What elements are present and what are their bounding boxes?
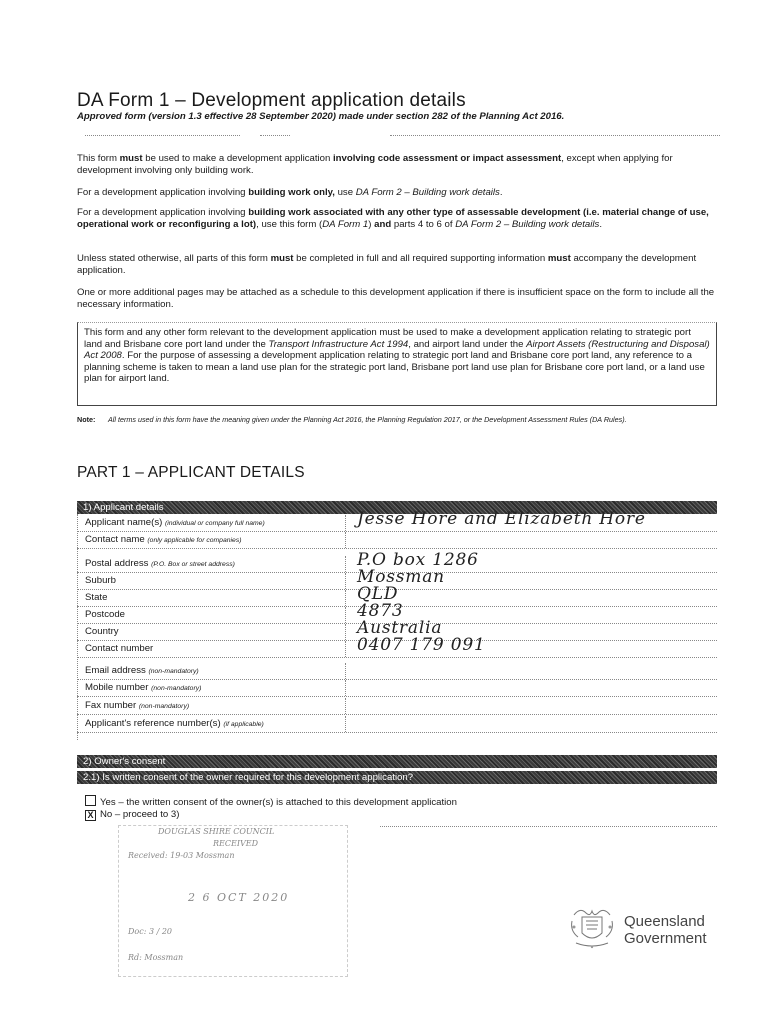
logo-line-1: Queensland — [624, 913, 705, 930]
section-2-header: 2) Owner's consent — [77, 755, 717, 768]
field-label: Email address (non-mandatory) — [85, 665, 199, 676]
divider — [260, 135, 290, 136]
part1-heading: PART 1 – APPLICANT DETAILS — [77, 464, 305, 481]
queensland-crest-icon — [566, 903, 618, 953]
applicant-detail-row — [77, 663, 717, 680]
received-stamp: DOUGLAS SHIRE COUNCIL RECEIVED Received: 19-03 Mossman 2 6 OCT 2020 Doc: 3 / 20 Rd: Mossman — [118, 825, 348, 985]
applicant-detail-row — [77, 680, 717, 697]
field-label: Mobile number (non-mandatory) — [85, 682, 202, 693]
field-value-input[interactable]: QLD — [357, 584, 399, 604]
field-label: Fax number (non-mandatory) — [85, 700, 190, 711]
divider — [390, 135, 720, 136]
section-2-1-header: 2.1) Is written consent of the owner required for this development application? — [77, 771, 717, 784]
intro-paragraph-1: This form must be used to make a development application involving code assessment or impact assessment, except when applying for development involving only building work. — [77, 153, 673, 176]
field-label: Applicant's reference number(s) (if applicable) — [85, 718, 264, 729]
intro-paragraph-4: Unless stated otherwise, all parts of this form must be completed in full and all required supporting information must accompany the development application. — [77, 253, 697, 276]
field-value-input[interactable]: P.O box 1286 — [357, 550, 479, 570]
divider — [85, 135, 240, 136]
page-title: DA Form 1 – Development application details — [77, 90, 466, 111]
field-label: Suburb — [85, 575, 116, 586]
field-value-input[interactable]: Australia — [357, 618, 443, 638]
divider — [380, 826, 717, 827]
applicant-detail-row — [77, 532, 717, 549]
field-label: Contact name (only applicable for companies) — [85, 534, 242, 545]
field-value-input[interactable]: 4873 — [357, 601, 404, 621]
section-1-header: 1) Applicant details — [77, 501, 717, 514]
terms-note: Note: All terms used in this form have the meaning given under the Planning Act 2016, the Planning Regulation 2017, or the Development Assessment Rules (DA Rules). — [77, 415, 627, 424]
no-checkbox[interactable]: X — [85, 810, 96, 821]
yes-checkbox[interactable] — [85, 795, 96, 806]
field-value-input[interactable]: Mossman — [357, 567, 445, 587]
applicant-detail-row — [77, 716, 717, 733]
field-label: Applicant name(s) (individual or company full name) — [85, 517, 265, 528]
field-label: Contact number — [85, 643, 154, 654]
owner-consent-yes-option[interactable]: Yes – the written consent of the owner(s) is attached to this development application — [85, 795, 457, 809]
owner-consent-no-option[interactable]: X No – proceed to 3) — [85, 809, 179, 821]
applicant-detail-row — [77, 635, 717, 658]
field-label: State — [85, 592, 108, 603]
logo-line-2: Government — [624, 930, 707, 947]
field-value-input[interactable]: 0407 179 091 — [357, 635, 486, 655]
form-approval-subtitle: Approved form (version 1.3 effective 28 September 2020) made under section 282 of the Planning Act 2016. — [77, 111, 565, 122]
applicant-detail-row — [77, 698, 717, 715]
applicant-detail-row — [77, 509, 717, 532]
field-label: Postal address (P.O. Box or street address) — [85, 558, 235, 569]
intro-paragraph-3: For a development application involving building work associated with any other type of assessable development (i.e. material change of use, operational work or reconfiguring a lot), use this form (DA Form 1) and parts 4 to 6 of DA Form 2 – Building work details. — [77, 207, 709, 230]
intro-paragraph-5: One or more additional pages may be attached as a schedule to this development application if there is insufficient space on the form to include all the necessary information. — [77, 287, 715, 310]
field-value-input[interactable]: Jesse Hore and Elizabeth Hore — [357, 509, 646, 529]
port-land-notice-box: This form and any other form relevant to the development application must be used to make a development application relating to strategic port land and Brisbane core port land under the Transport Infrastructure Act 1994, and airport land under the Airport Assets (Restructuring and Disposal) Act 2008. For the purpose of assessing a development application relating to strategic port land and Brisbane core port land, any reference to a planning scheme is taken to mean a land use plan for the strategic port land, Brisbane port land use plan for Brisbane core port land, or a land use plan for airport land. — [77, 322, 717, 406]
intro-paragraph-2: For a development application involving building work only, use DA Form 2 – Building work details. — [77, 187, 503, 198]
field-label: Postcode — [85, 609, 126, 620]
field-label: Country — [85, 626, 119, 637]
queensland-government-logo — [566, 903, 736, 953]
